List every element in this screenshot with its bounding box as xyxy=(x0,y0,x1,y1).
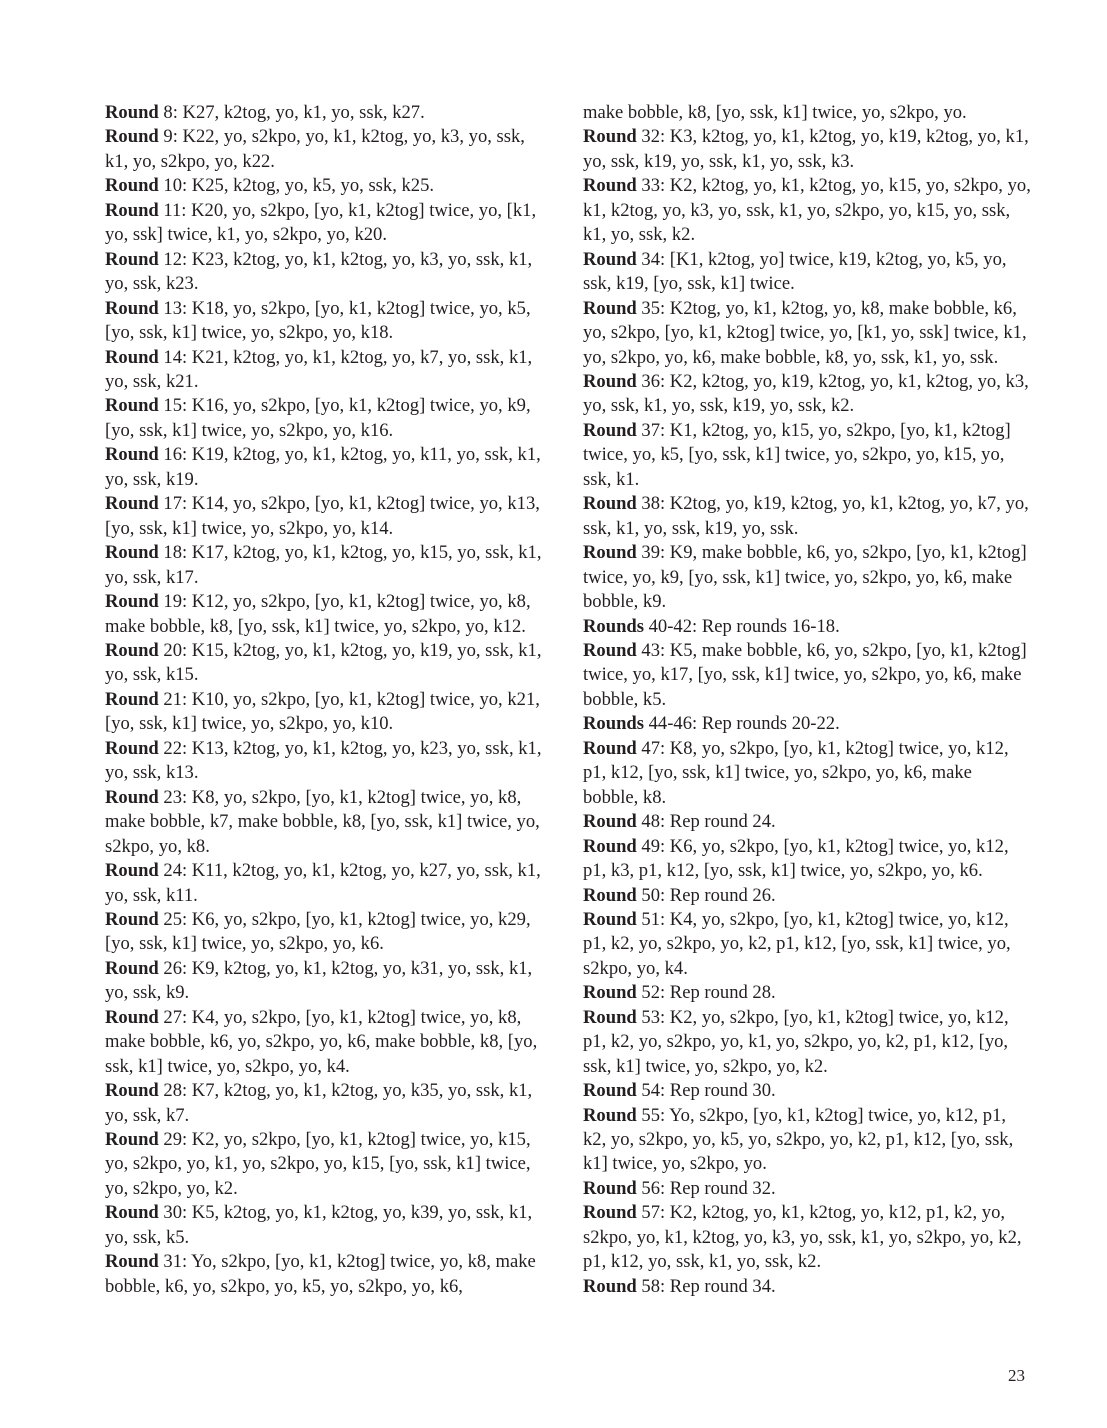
round-instructions: 26: K9, k2tog, yo, k1, k2tog, yo, k31, yo, ssk, k1, yo, ssk, k9. xyxy=(105,957,533,1004)
instruction-round xyxy=(583,492,1031,541)
round-label: Round xyxy=(583,126,637,148)
round-label: Round xyxy=(583,248,637,270)
round-instructions: 27: K4, yo, s2kpo, [yo, k1, k2tog] twice, yo, k8, make bobble, k6, yo, s2kpo, yo, k6, make bobble, k8, [yo, ssk, k1] twice, yo, s2kpo, yo, k4. xyxy=(105,1006,538,1077)
round-instructions: 34: [K1, k2tog, yo] twice, k19, k2tog, yo, k5, yo, ssk, k19, [yo, ssk, k1] twice. xyxy=(583,248,1007,295)
instruction-round xyxy=(583,908,1031,981)
round-label: Round xyxy=(105,1202,159,1224)
round-label: Round xyxy=(105,175,159,197)
round-label: Round xyxy=(105,591,159,613)
instruction-round xyxy=(105,737,550,786)
instruction-round xyxy=(105,346,550,395)
round-label: Round xyxy=(583,1104,637,1126)
round-instructions: 25: K6, yo, s2kpo, [yo, k1, k2tog] twice, yo, k29, [yo, ssk, k1] twice, yo, s2kpo, yo, k6. xyxy=(105,908,531,955)
round-instructions: 17: K14, yo, s2kpo, [yo, k1, k2tog] twice, yo, k13, [yo, ssk, k1] twice, yo, s2kpo, yo, k14. xyxy=(105,493,540,539)
round-label: Round xyxy=(583,639,637,661)
instruction-round xyxy=(583,541,1031,614)
instruction-round xyxy=(105,908,550,957)
round-label: Round xyxy=(583,419,637,441)
round-instructions: 52: Rep round 28. xyxy=(636,982,776,1004)
instruction-round xyxy=(105,101,550,125)
round-label: Round xyxy=(583,1006,637,1028)
round-label: Round xyxy=(105,542,159,564)
round-label: Round xyxy=(105,395,159,417)
instruction-round xyxy=(583,615,1031,639)
round-instructions: 49: K6, yo, s2kpo, [yo, k1, k2tog] twice, yo, k12, p1, k3, p1, k12, [yo, ssk, k1] twice, yo, s2kpo, yo, k6. xyxy=(583,835,1009,882)
page-number: 23 xyxy=(1008,1366,1025,1385)
instruction-round xyxy=(583,1201,1031,1274)
round-instructions: 32: K3, k2tog, yo, k1, k2tog, yo, k19, k2tog, yo, k1, yo, ssk, k19, yo, ssk, k1, yo, ssk, k3. xyxy=(583,126,1029,172)
round-label: Round xyxy=(105,639,159,661)
round-label: Round xyxy=(105,1129,159,1151)
instruction-round xyxy=(583,884,1031,908)
round-label: Round xyxy=(583,175,637,197)
round-instructions: 50: Rep round 26. xyxy=(636,884,776,906)
instruction-round xyxy=(583,125,1031,174)
round-instructions: 43: K5, make bobble, k6, yo, s2kpo, [yo, k1, k2tog] twice, yo, k17, [yo, ssk, k1] twice, yo, s2kpo, yo, k6, make bobble, k5. xyxy=(583,639,1027,710)
round-label: Round xyxy=(105,860,159,882)
instruction-round xyxy=(105,688,550,737)
round-instructions: 33: K2, k2tog, yo, k1, k2tog, yo, k15, yo, s2kpo, yo, k1, k2tog, yo, k3, yo, ssk, k1, yo, s2kpo, yo, k15, yo, ssk, k1, yo, ssk, k2. xyxy=(583,175,1031,246)
round-instructions: 22: K13, k2tog, yo, k1, k2tog, yo, k23, yo, ssk, k1, yo, ssk, k13. xyxy=(105,737,542,784)
round-label: Round xyxy=(105,126,159,148)
round-instructions: 16: K19, k2tog, yo, k1, k2tog, yo, k11, yo, ssk, k1, yo, ssk, k19. xyxy=(105,444,541,490)
right-column xyxy=(583,101,1031,1299)
instruction-round xyxy=(105,1006,550,1079)
round-instructions: 30: K5, k2tog, yo, k1, k2tog, yo, k39, yo, ssk, k1, yo, ssk, k5. xyxy=(105,1202,533,1248)
round-label: Round xyxy=(583,370,637,392)
instruction-round xyxy=(105,174,550,198)
round-label: Round xyxy=(105,737,159,759)
round-label: Round xyxy=(583,1080,637,1102)
instruction-round xyxy=(583,737,1031,810)
instruction-round xyxy=(583,174,1031,247)
round-label: Round xyxy=(105,908,159,930)
round-label: Round xyxy=(583,737,637,759)
instruction-round xyxy=(105,1201,550,1250)
round-label: Round xyxy=(105,957,159,979)
instruction-round xyxy=(583,1104,1031,1177)
round-instructions: 28: K7, k2tog, yo, k1, k2tog, yo, k35, yo, ssk, k1, yo, ssk, k7. xyxy=(105,1080,533,1126)
round-instructions: 55: Yo, s2kpo, [yo, k1, k2tog] twice, yo, k12, p1, k2, yo, s2kpo, yo, k5, yo, s2kpo, yo, k2, p1, k12, [yo, ssk, k1] twice, yo, s2kpo, yo. xyxy=(583,1104,1014,1175)
round-label: Round xyxy=(105,248,159,270)
round-label: Round xyxy=(105,1080,159,1102)
round-instructions: 40-42: Rep rounds 16-18. xyxy=(643,615,840,637)
round-label: Round xyxy=(105,297,159,319)
round-label: Round xyxy=(105,346,159,368)
round-instructions: 47: K8, yo, s2kpo, [yo, k1, k2tog] twice, yo, k12, p1, k12, [yo, ssk, k1] twice, yo, s2kpo, yo, k6, make bobble, k8. xyxy=(583,737,1009,808)
round-instructions: 36: K2, k2tog, yo, k19, k2tog, yo, k1, k2tog, yo, k3, yo, ssk, k1, yo, ssk, k19, yo, ssk, k2. xyxy=(583,370,1029,417)
round-instructions: 38: K2tog, yo, k19, k2tog, yo, k1, k2tog, yo, k7, yo, ssk, k1, yo, ssk, k19, yo, ssk. xyxy=(583,493,1029,539)
round-label: Round xyxy=(583,1177,637,1199)
round-instructions: 15: K16, yo, s2kpo, [yo, k1, k2tog] twice, yo, k9, [yo, ssk, k1] twice, yo, s2kpo, yo, k16. xyxy=(105,395,531,441)
instruction-round xyxy=(105,394,550,443)
round-label: Round xyxy=(583,884,637,906)
round-instructions: 58: Rep round 34. xyxy=(636,1275,776,1297)
round-label: Rounds xyxy=(583,713,644,735)
instruction-round xyxy=(105,639,550,688)
instruction-round xyxy=(583,297,1031,370)
round-instructions: 53: K2, yo, s2kpo, [yo, k1, k2tog] twice, yo, k12, p1, k2, yo, s2kpo, yo, k1, yo, s2kpo, yo, k2, p1, k12, [yo, ssk, k1] twice, yo, s2kpo, yo, k2. xyxy=(583,1006,1009,1077)
round-label: Round xyxy=(583,811,637,833)
instruction-round xyxy=(583,419,1031,492)
instruction-round xyxy=(105,859,550,908)
instruction-round xyxy=(583,248,1031,297)
instruction-round xyxy=(105,786,550,859)
round-instructions: 29: K2, yo, s2kpo, [yo, k1, k2tog] twice, yo, k15, yo, s2kpo, yo, k1, yo, s2kpo, yo, k15, [yo, ssk, k1] twice, yo, s2kpo, yo, k2. xyxy=(105,1129,531,1199)
round-instructions: 8: K27, k2tog, yo, k1, yo, ssk, k27. xyxy=(158,102,425,123)
instruction-round xyxy=(583,835,1031,884)
round-label: Rounds xyxy=(583,615,644,637)
round-label: Round xyxy=(583,297,637,319)
round-instructions: 37: K1, k2tog, yo, k15, yo, s2kpo, [yo, k1, k2tog] twice, yo, k5, [yo, ssk, k1] twice, yo, s2kpo, yo, k15, yo, ssk, k1. xyxy=(583,419,1011,490)
round-instructions: 13: K18, yo, s2kpo, [yo, k1, k2tog] twice, yo, k5, [yo, ssk, k1] twice, yo, s2kpo, yo, k18. xyxy=(105,297,531,344)
round-instructions: 39: K9, make bobble, k6, yo, s2kpo, [yo, k1, k2tog] twice, yo, k9, [yo, ssk, k1] twice, yo, s2kpo, yo, k6, make bobble, k9. xyxy=(583,542,1027,613)
round-label: Round xyxy=(105,1006,159,1028)
instruction-round xyxy=(105,443,550,492)
instruction-round xyxy=(583,639,1031,712)
instruction-round xyxy=(583,1275,1031,1299)
round-label: Round xyxy=(105,102,159,123)
round-instructions: 10: K25, k2tog, yo, k5, yo, ssk, k25. xyxy=(158,175,435,197)
instruction-round xyxy=(583,1006,1031,1079)
round-instructions: 56: Rep round 32. xyxy=(636,1177,776,1199)
instruction-round xyxy=(105,1128,550,1201)
instruction-round xyxy=(105,248,550,297)
round-instructions: 44-46: Rep rounds 20-22. xyxy=(643,713,840,735)
instruction-round xyxy=(105,590,550,639)
round-instructions: 35: K2tog, yo, k1, k2tog, yo, k8, make bobble, k6, yo, s2kpo, [yo, k1, k2tog] twice, yo, [k1, yo, ssk] twice, k1, yo, s2kpo, yo, k6, make bobble, k8, yo, ssk, k1, yo, ssk. xyxy=(583,297,1027,368)
left-column xyxy=(105,101,550,1299)
round-instructions: 57: K2, k2tog, yo, k1, k2tog, yo, k12, p1, k2, yo, s2kpo, yo, k1, k2tog, yo, k3, yo, ssk, k1, yo, s2kpo, yo, k2, p1, k12, yo, ssk, k1, yo, ssk, k2. xyxy=(583,1202,1022,1273)
round-instructions: 20: K15, k2tog, yo, k1, k2tog, yo, k19, yo, ssk, k1, yo, ssk, k15. xyxy=(105,639,542,686)
instruction-round xyxy=(583,810,1031,834)
round-label: Round xyxy=(583,1202,637,1224)
instruction-round xyxy=(105,1079,550,1128)
round-label: Round xyxy=(105,493,159,515)
instruction-round xyxy=(105,492,550,541)
round-instructions: 19: K12, yo, s2kpo, [yo, k1, k2tog] twice, yo, k8, make bobble, k8, [yo, ssk, k1] twice, yo, s2kpo, yo, k12. xyxy=(105,591,531,637)
round-label: Round xyxy=(105,444,159,466)
round-instructions: 48: Rep round 24. xyxy=(636,811,776,833)
instruction-round xyxy=(105,297,550,346)
round-instructions: 14: K21, k2tog, yo, k1, k2tog, yo, k7, yo, ssk, k1, yo, ssk, k21. xyxy=(105,346,533,392)
instruction-round xyxy=(583,1079,1031,1103)
instruction-round xyxy=(105,541,550,590)
round-label: Round xyxy=(583,835,637,857)
round-instructions: 31: Yo, s2kpo, [yo, k1, k2tog] twice, yo, k8, make bobble, k6, yo, s2kpo, yo, k5, yo, s2kpo, yo, k6, xyxy=(105,1251,536,1297)
instruction-round xyxy=(105,1250,550,1299)
instruction-round xyxy=(583,981,1031,1005)
instruction-round xyxy=(105,125,550,174)
round-instructions: 9: K22, yo, s2kpo, yo, k1, k2tog, yo, k3, yo, ssk, k1, yo, s2kpo, yo, k22. xyxy=(105,126,525,172)
round-instructions: 24: K11, k2tog, yo, k1, k2tog, yo, k27, yo, ssk, k1, yo, ssk, k11. xyxy=(105,860,541,906)
round-label: Round xyxy=(583,542,637,564)
instruction-round xyxy=(583,1177,1031,1201)
round-label: Round xyxy=(105,199,159,221)
round-label: Round xyxy=(105,688,159,710)
round-label: Round xyxy=(583,493,637,515)
round-label: Round xyxy=(105,1251,159,1273)
round-instructions: 12: K23, k2tog, yo, k1, k2tog, yo, k3, yo, ssk, k1, yo, ssk, k23. xyxy=(105,248,533,295)
round-instructions: 51: K4, yo, s2kpo, [yo, k1, k2tog] twice, yo, k12, p1, k2, yo, s2kpo, yo, k2, p1, k12, [yo, ssk, k1] twice, yo, s2kpo, yo, k4. xyxy=(583,908,1011,979)
instruction-round xyxy=(583,712,1031,736)
instruction-round xyxy=(583,101,1031,125)
round-label: Round xyxy=(583,1275,637,1297)
instruction-round xyxy=(105,957,550,1006)
round-instructions: 11: K20, yo, s2kpo, [yo, k1, k2tog] twice, yo, [k1, yo, ssk] twice, k1, yo, s2kpo, yo, k20. xyxy=(105,199,537,246)
round-instructions: 21: K10, yo, s2kpo, [yo, k1, k2tog] twice, yo, k21, [yo, ssk, k1] twice, yo, s2kpo, yo, k10. xyxy=(105,688,540,735)
round-label: Round xyxy=(105,786,159,808)
round-instructions: 23: K8, yo, s2kpo, [yo, k1, k2tog] twice, yo, k8, make bobble, k7, make bobble, k8, [yo, ssk, k1] twice, yo, s2kpo, yo, k8. xyxy=(105,786,540,857)
instruction-round xyxy=(105,199,550,248)
instruction-round xyxy=(583,370,1031,419)
round-instructions: make bobble, k8, [yo, ssk, k1] twice, yo, s2kpo, yo. xyxy=(583,102,967,123)
round-label: Round xyxy=(583,908,637,930)
round-instructions: 54: Rep round 30. xyxy=(636,1080,776,1102)
round-label: Round xyxy=(583,982,637,1004)
round-instructions: 18: K17, k2tog, yo, k1, k2tog, yo, k15, yo, ssk, k1, yo, ssk, k17. xyxy=(105,542,542,588)
